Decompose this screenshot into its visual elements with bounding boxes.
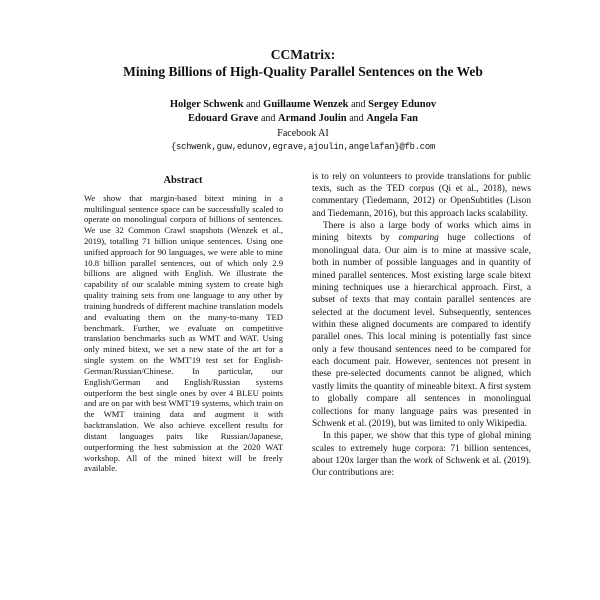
and-separator: and (349, 113, 364, 125)
paragraph-1: is to rely on volunteers to provide translations for public texts, such as the TED corpus (Qi et al., 2018), news commentary (Tiedemann, 2012) or OpenSubtitles (Lison and Tiedemann, 2016), but this approach lacks scalability. (312, 171, 531, 219)
right-column (312, 171, 531, 480)
two-column-body (74, 171, 532, 480)
and-separator: and (246, 98, 261, 110)
and-separator: and (351, 98, 366, 110)
affiliation: Facebook AI (277, 127, 329, 139)
paragraph-2 (312, 220, 531, 430)
author-name: Holger Schwenk (169, 98, 244, 110)
author-name: Sergey Edunov (368, 98, 437, 110)
paragraph-3: In this paper, we show that this type of global mining scales to extremely huge corpora: 71 billion sentences, about 120x larger than the work of Schwenk et al. (2019). Our contributions are: (312, 431, 531, 479)
title-block (74, 46, 532, 154)
author-name: Angela Fan (366, 113, 418, 125)
paragraph-2-after: huge collections of monolingual data. Our aim is to mine at massive scale, both in number of possible languages and in quantity of mined parallel sentences. Most existing large scale bitext mining techniques use a hierarchical approach. First, a subset of texts that may contain parallel sentences are selected at the document level. Subsequently, sentences within these aligned documents are compared to identify parallel ones. This local mining is potentially fast since only a few thousand sentences need to be compared for each document pair. However, sentences not present in these pre-selected documents cannot be aligned, which vastly limits the quantity of mineable bitext. A first system to globally compare all sentences in monolingual collections for many language pairs was presented in Schwenk et al. (2019), but was limited to only Wikipedia. (312, 233, 531, 429)
author-name: Edouard Grave (188, 113, 259, 125)
author-row-2 (74, 112, 532, 126)
abstract-text: We show that margin-based bitext mining in a multilingual sentence space can be successfully scaled to operate on monolingual corpora of billions of sentences. We use 32 Common Crawl snapshots (Wenzek et al., 2019), totalling 71 billion unique sentences. Using one unified approach for 90 languages, we were able to mine 10.8 billion parallel sentences, out of which only 2.9 billions are aligned with English. We illustrate the capability of our scalable mining system to create high quality training sets from one language to any other by training hundreds of different machine translation models and evaluating them on the many-to-many TED benchmark. Further, we evaluate on competitive translation benchmarks such as WMT and WAT. Using only mined bitext, we set a new state of the art for a single system on the WMT'19 test set for English-German/Russian/Chinese. In particular, our English/German and English/Russian systems outperform the best single ones by over 4 BLEU points and are on par with best WMT'19 systems, which train on the WMT training data and augment it with backtranslation. We also achieve excellent results for distant languages pairs like Russian/Japanese, outperforming the best submission at the 2020 WAT workshop. All of the mined bitext will be freely available. (84, 192, 283, 474)
author-block (74, 98, 532, 154)
paragraph-2-before: There is also a large body of works which aims in mining bitexts by (312, 221, 531, 244)
abstract-heading: Abstract (163, 174, 203, 186)
paragraph-2-italic: comparing (398, 233, 439, 244)
author-row-1 (74, 98, 532, 112)
paper-title-line2: Mining Billions of High-Quality Parallel Sentences on the Web (123, 64, 483, 80)
and-separator: and (260, 113, 276, 125)
email-line: {schwenk,guw,edunov,egrave,ajoulin,angelafan}@fb.com (170, 141, 436, 152)
paper-title (74, 46, 532, 81)
paper-title-line1: CCMatrix: (270, 47, 336, 62)
left-column (74, 171, 292, 475)
author-name: Guillaume Wenzek (263, 98, 349, 110)
author-name: Armand Joulin (278, 113, 347, 125)
